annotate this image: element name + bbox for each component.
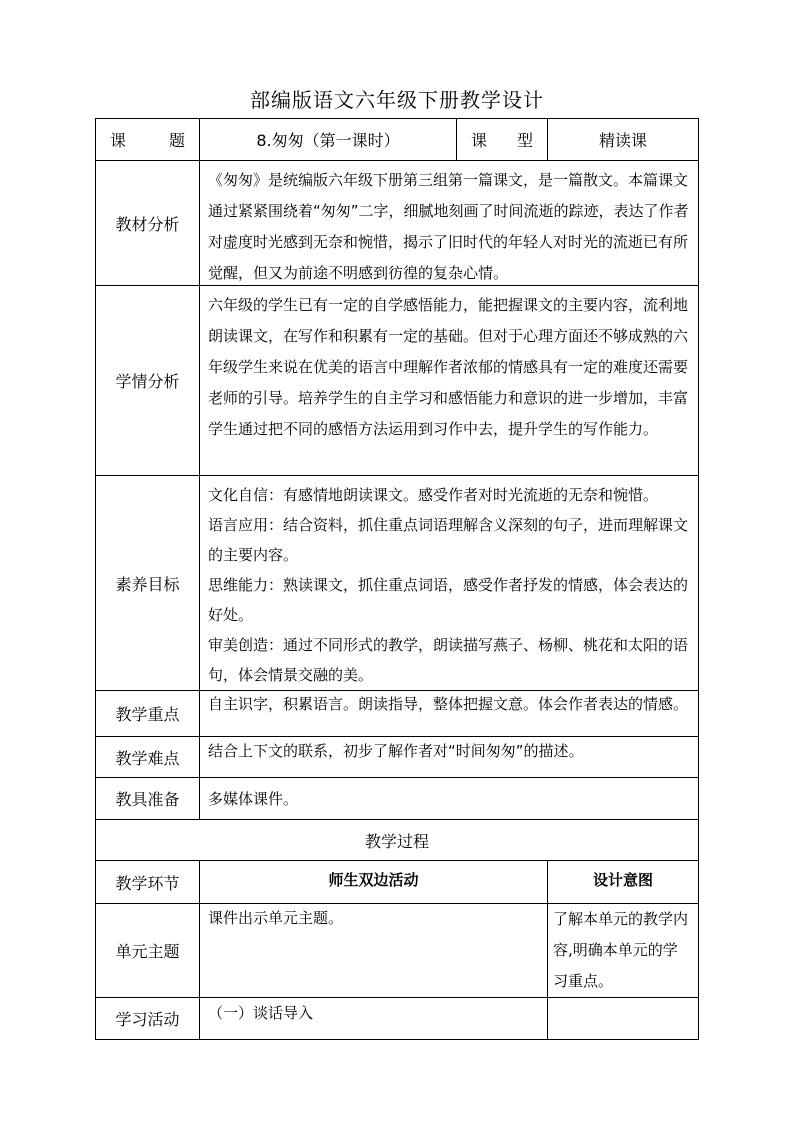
materials-label: 教具准备 bbox=[115, 790, 180, 809]
teaching-process-heading: 教学过程 bbox=[364, 831, 429, 851]
literacy-goals-label: 素养目标 bbox=[115, 574, 180, 594]
stage-column-header: 教学环节 bbox=[115, 873, 180, 893]
difficulties-text: 结合上下文的联系，初步了解作者对“时间匆匆”的描述。 bbox=[208, 742, 584, 760]
intent-column-header: 设计意图 bbox=[592, 870, 653, 889]
lesson-type-label bbox=[457, 119, 547, 160]
literacy-goals-list bbox=[200, 476, 698, 690]
textbook-analysis-label: 教材分析 bbox=[115, 214, 180, 234]
student-analysis-text: 六年级的学生已有一定的自学感悟能力，能把握课文的主要内容，流利地朗读课文，在写作和积累有一定的基础。但对于心理方面还不够成熟的六年级学生来说在优美的语言中理解作者浓郁的情感具有一定的难度还需要老师的引导。培养学生的自主学习和感悟能力和意识的进一步增加，丰富学生通过把不同的感悟方法运用到习作中去，提升学生的写作能力。 bbox=[208, 296, 689, 438]
student-analysis-label: 学情分析 bbox=[115, 372, 180, 391]
document-title: 部编版语文六年级下册教学设计 bbox=[250, 88, 544, 112]
goal-item: 审美创造：通过不同形式的教学，朗读描写燕子、杨柳、桃花和太阳的语句，体会情景交融的美。 bbox=[208, 636, 689, 684]
goal-item: 语言应用：结合资料，抓住重点词语理解含义深刻的句子，进而理解课文的主要内容。 bbox=[208, 516, 689, 564]
activities-column-header: 师生双边活动 bbox=[328, 870, 419, 889]
label-char: 题 bbox=[168, 131, 185, 150]
goal-item: 思维能力：熟读课文，抓住重点词语，感受作者抒发的情感，体会表达的好处。 bbox=[208, 576, 689, 624]
lesson-title-label bbox=[96, 119, 199, 160]
difficulties-label: 教学难点 bbox=[115, 748, 180, 768]
label-char: 课 bbox=[110, 131, 127, 150]
learning-activity-text: （一）谈话导入 bbox=[208, 1004, 314, 1022]
learning-activity-intent bbox=[548, 998, 698, 1039]
table-border-bottom bbox=[95, 1039, 699, 1040]
textbook-analysis-text: 《匆匆》是统编版六年级下册第三组第一篇课文，是一篇散文。本篇课文通过紧紧围绕着“匆匆”二字，细腻地刻画了时间流逝的踪迹，表达了作者对虚度时光感到无奈和惋惜，揭示了旧时代的年轻人对时光的流逝已有所觉醒，但又为前途不明感到彷徨的复杂心情。 bbox=[208, 171, 689, 282]
unit-theme-label: 单元主题 bbox=[115, 942, 180, 961]
label-char: 型 bbox=[516, 131, 533, 150]
lesson-type-value: 精读课 bbox=[598, 131, 647, 150]
unit-theme-intent: 了解本单元的教学内容,明确本单元的学习重点。 bbox=[553, 910, 689, 990]
materials-text: 多媒体课件。 bbox=[208, 790, 299, 808]
table-border-right bbox=[698, 118, 699, 1040]
key-points-label: 教学重点 bbox=[115, 705, 180, 724]
unit-theme-activity: 课件出示单元主题。 bbox=[208, 909, 344, 927]
key-points-text: 自主识字，积累语言。朗读指导，整体把握文意。体会作者表达的情感。 bbox=[208, 695, 689, 713]
learning-activity-label: 学习活动 bbox=[115, 1010, 180, 1029]
lesson-title-value: 8.匆匆（第一课时） bbox=[256, 131, 400, 150]
goal-item: 文化自信：有感情地朗读课文。感受作者对时光流逝的无奈和惋惜。 bbox=[208, 486, 659, 504]
label-char: 课 bbox=[471, 131, 488, 150]
